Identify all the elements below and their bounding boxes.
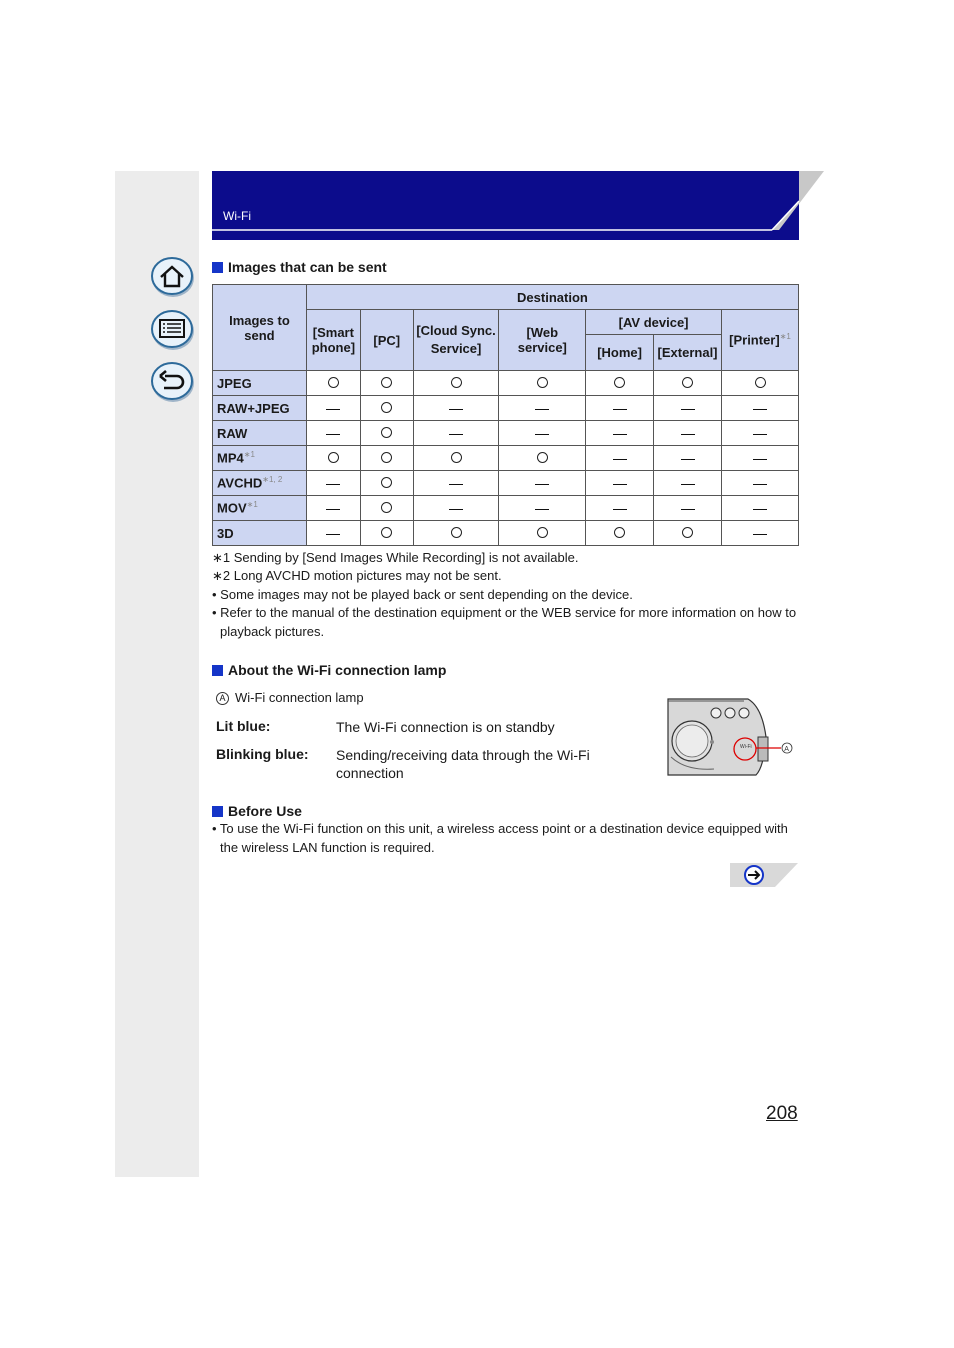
unsupported-dash-icon — [586, 421, 654, 446]
before-heading-text: Before Use — [228, 803, 302, 819]
svg-text:Wi-Fi: Wi-Fi — [740, 744, 752, 750]
page-header — [212, 171, 799, 240]
row-label: RAW+JPEG — [213, 396, 307, 421]
supported-circle-icon — [360, 446, 413, 471]
col-cloud: [Cloud Sync. Service] — [413, 310, 499, 371]
supported-circle-icon — [360, 521, 413, 546]
footnote-1: ∗1 Sending by [Send Images While Recording] is not available. — [212, 550, 579, 565]
unsupported-dash-icon — [654, 396, 722, 421]
images-heading-text: Images that can be sent — [228, 259, 387, 275]
unsupported-dash-icon — [722, 521, 799, 546]
row-label: $MOV^{∗1}$ — [213, 496, 307, 521]
row-label: JPEG — [213, 371, 307, 396]
supported-circle-icon — [413, 521, 499, 546]
square-bullet-icon — [212, 806, 223, 817]
unsupported-dash-icon — [654, 471, 722, 496]
lamp-caption — [216, 690, 364, 705]
supported-circle-icon — [499, 446, 586, 471]
back-arrow-icon — [151, 362, 195, 402]
images-table — [212, 284, 799, 546]
supported-circle-icon — [413, 371, 499, 396]
unsupported-dash-icon — [499, 421, 586, 446]
unsupported-dash-icon — [722, 446, 799, 471]
marker-a: A — [216, 692, 229, 705]
unsupported-dash-icon — [306, 396, 360, 421]
bullet-before-use: • To use the Wi-Fi function on this unit, a wireless access point or a destination device equipped with the wireless LAN function is required. — [212, 821, 788, 855]
images-heading — [212, 259, 387, 275]
unsupported-dash-icon — [586, 496, 654, 521]
table-row — [213, 396, 799, 421]
supported-circle-icon — [499, 521, 586, 546]
supported-circle-icon — [654, 521, 722, 546]
col-av-device: [AV device] — [586, 310, 722, 335]
lamp-caption-text: Wi-Fi connection lamp — [235, 690, 364, 705]
unsupported-dash-icon — [499, 496, 586, 521]
camera-marker-a: A — [784, 746, 789, 753]
supported-circle-icon — [360, 471, 413, 496]
before-heading — [212, 803, 302, 819]
col-pc: [PC] — [360, 310, 413, 371]
lamp-heading — [212, 662, 446, 678]
square-bullet-icon — [212, 262, 223, 273]
supported-circle-icon — [306, 446, 360, 471]
unsupported-dash-icon — [306, 421, 360, 446]
row-label: $MP4^{∗1}$ — [213, 446, 307, 471]
menu-list-icon — [151, 310, 195, 350]
unsupported-dash-icon — [413, 496, 499, 521]
back-button[interactable] — [151, 362, 195, 402]
table-row — [213, 446, 799, 471]
row-label: 3D — [213, 521, 307, 546]
bullet-playback: • Some images may not be played back or sent depending on the device. — [212, 587, 633, 602]
camera-illustration — [666, 697, 796, 777]
col-smartphone: [Smart phone] — [306, 310, 360, 371]
next-arrow-icon — [730, 863, 798, 887]
lamp-heading-text: About the Wi-Fi connection lamp — [228, 662, 447, 678]
lit-desc: The Wi-Fi connection is on standby — [336, 719, 555, 735]
supported-circle-icon — [654, 371, 722, 396]
supported-circle-icon — [360, 371, 413, 396]
unsupported-dash-icon — [586, 396, 654, 421]
supported-circle-icon — [499, 371, 586, 396]
lit-term: Lit blue: — [216, 718, 271, 734]
unsupported-dash-icon — [654, 446, 722, 471]
table-row — [213, 421, 799, 446]
page-number: 208 — [766, 1103, 798, 1124]
supported-circle-icon — [586, 371, 654, 396]
footnote-2: ∗2 Long AVCHD motion pictures may not be sent. — [212, 568, 502, 583]
unsupported-dash-icon — [306, 471, 360, 496]
table-row — [213, 496, 799, 521]
table-row — [213, 521, 799, 546]
unsupported-dash-icon — [722, 471, 799, 496]
unsupported-dash-icon — [722, 396, 799, 421]
unsupported-dash-icon — [722, 421, 799, 446]
square-bullet-icon — [212, 665, 223, 676]
col-printer: [Printer]$^{∗1}$ — [722, 310, 799, 371]
next-page-button[interactable] — [730, 863, 798, 887]
home-icon — [151, 257, 195, 297]
supported-circle-icon — [586, 521, 654, 546]
col-home: [Home] — [586, 335, 654, 371]
unsupported-dash-icon — [654, 421, 722, 446]
supported-circle-icon — [306, 371, 360, 396]
unsupported-dash-icon — [413, 421, 499, 446]
supported-circle-icon — [360, 496, 413, 521]
unsupported-dash-icon — [499, 471, 586, 496]
supported-circle-icon — [413, 446, 499, 471]
col-external: [External] — [654, 335, 722, 371]
table-row — [213, 371, 799, 396]
unsupported-dash-icon — [499, 396, 586, 421]
images-to-send-header: Images to send — [213, 285, 307, 371]
unsupported-dash-icon — [413, 471, 499, 496]
unsupported-dash-icon — [306, 521, 360, 546]
supported-circle-icon — [722, 371, 799, 396]
supported-circle-icon — [360, 421, 413, 446]
unsupported-dash-icon — [306, 496, 360, 521]
section-title: Wi-Fi — [223, 209, 251, 223]
unsupported-dash-icon — [586, 446, 654, 471]
home-button[interactable] — [151, 257, 195, 297]
unsupported-dash-icon — [722, 496, 799, 521]
contents-menu-button[interactable] — [151, 310, 195, 350]
unsupported-dash-icon — [654, 496, 722, 521]
unsupported-dash-icon — [586, 471, 654, 496]
table-row — [213, 471, 799, 496]
row-label: RAW — [213, 421, 307, 446]
col-web: [Web service] — [499, 310, 586, 371]
bullet-manual: • Refer to the manual of the destination equipment or the WEB service for more information on how to playback pictures. — [212, 605, 797, 639]
supported-circle-icon — [360, 396, 413, 421]
destination-header: Destination — [306, 285, 798, 310]
blinking-term: Blinking blue: — [216, 746, 309, 762]
unsupported-dash-icon — [413, 396, 499, 421]
row-label: $AVCHD^{∗1, 2}$ — [213, 471, 307, 496]
blinking-desc: Sending/receiving data through the Wi-Fi connection — [336, 747, 590, 781]
